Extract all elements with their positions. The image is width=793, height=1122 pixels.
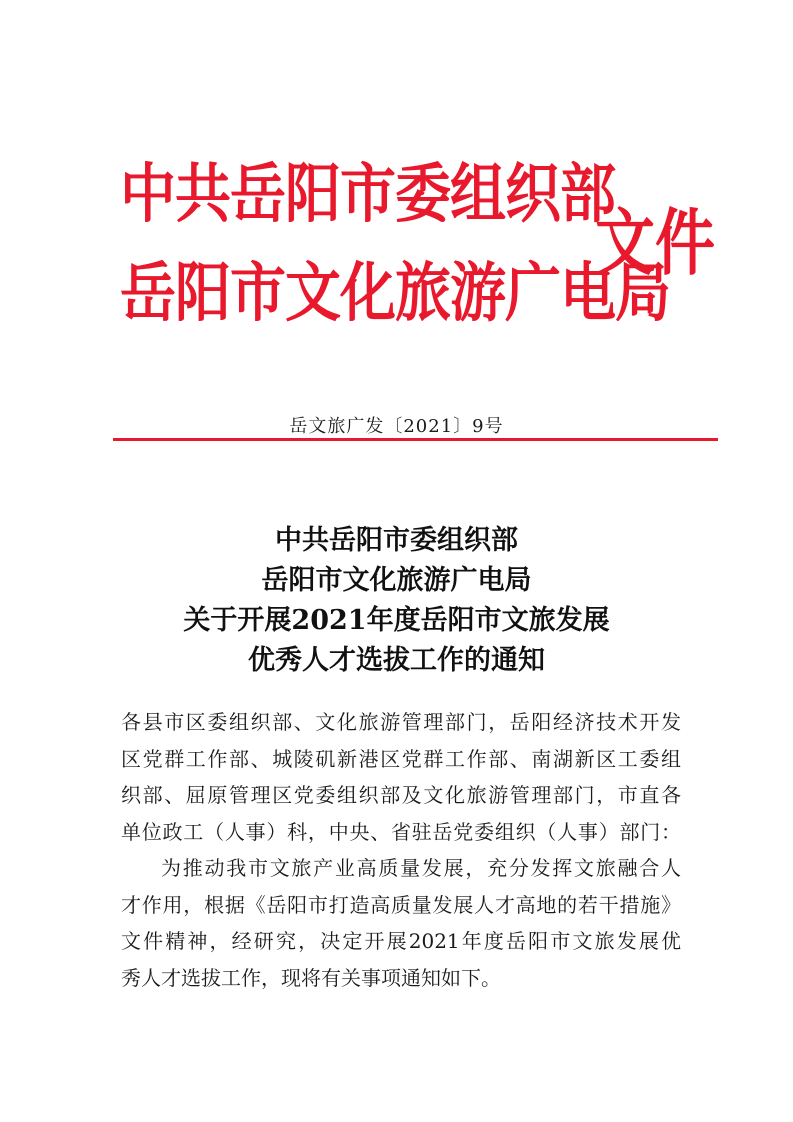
red-separator-line	[113, 438, 718, 441]
addressee-line: 各县市区委组织部、文化旅游管理部门，岳阳经济技术开发	[121, 710, 681, 734]
paragraph-line: 为推动我市文旅产业高质量发展，充分发挥文旅融合人	[161, 856, 681, 880]
title-line: 关于开展2021年度岳阳市文旅发展	[183, 605, 610, 636]
addressee-line: 织部、屈原管理区党委组织部及文化旅游管理部门，市直各	[121, 783, 681, 807]
paragraph-line: 才作用，根据《岳阳市打造高质量发展人才高地的若干措施》	[121, 892, 681, 917]
masthead-issuer-1: 中共岳阳市委组织部	[120, 157, 615, 232]
addressee-line: 单位政工（人事）科，中央、省驻岳党委组织（人事）部门：	[121, 819, 681, 844]
title-line: 中共岳阳市委组织部	[275, 525, 518, 556]
masthead-issuer-2: 岳阳市文化旅游广电局	[120, 256, 670, 331]
addressee-line: 区党群工作部、城陵矶新港区党群工作部、南湖新区工委组	[121, 746, 681, 771]
title-line: 优秀人才选拔工作的通知	[248, 645, 545, 676]
document-title	[0, 521, 793, 681]
title-line: 岳阳市文化旅游广电局	[261, 565, 532, 596]
document-body	[121, 704, 681, 996]
paragraph-line: 文件精神，经研究，决定开展2021年度岳阳市文旅发展优	[121, 929, 681, 953]
paragraph-line: 秀人才选拔工作，现将有关事项通知如下。	[121, 965, 501, 990]
document-number: 岳文旅广发〔2021〕9号	[289, 416, 504, 437]
masthead-wenjian: 文件	[595, 202, 715, 286]
